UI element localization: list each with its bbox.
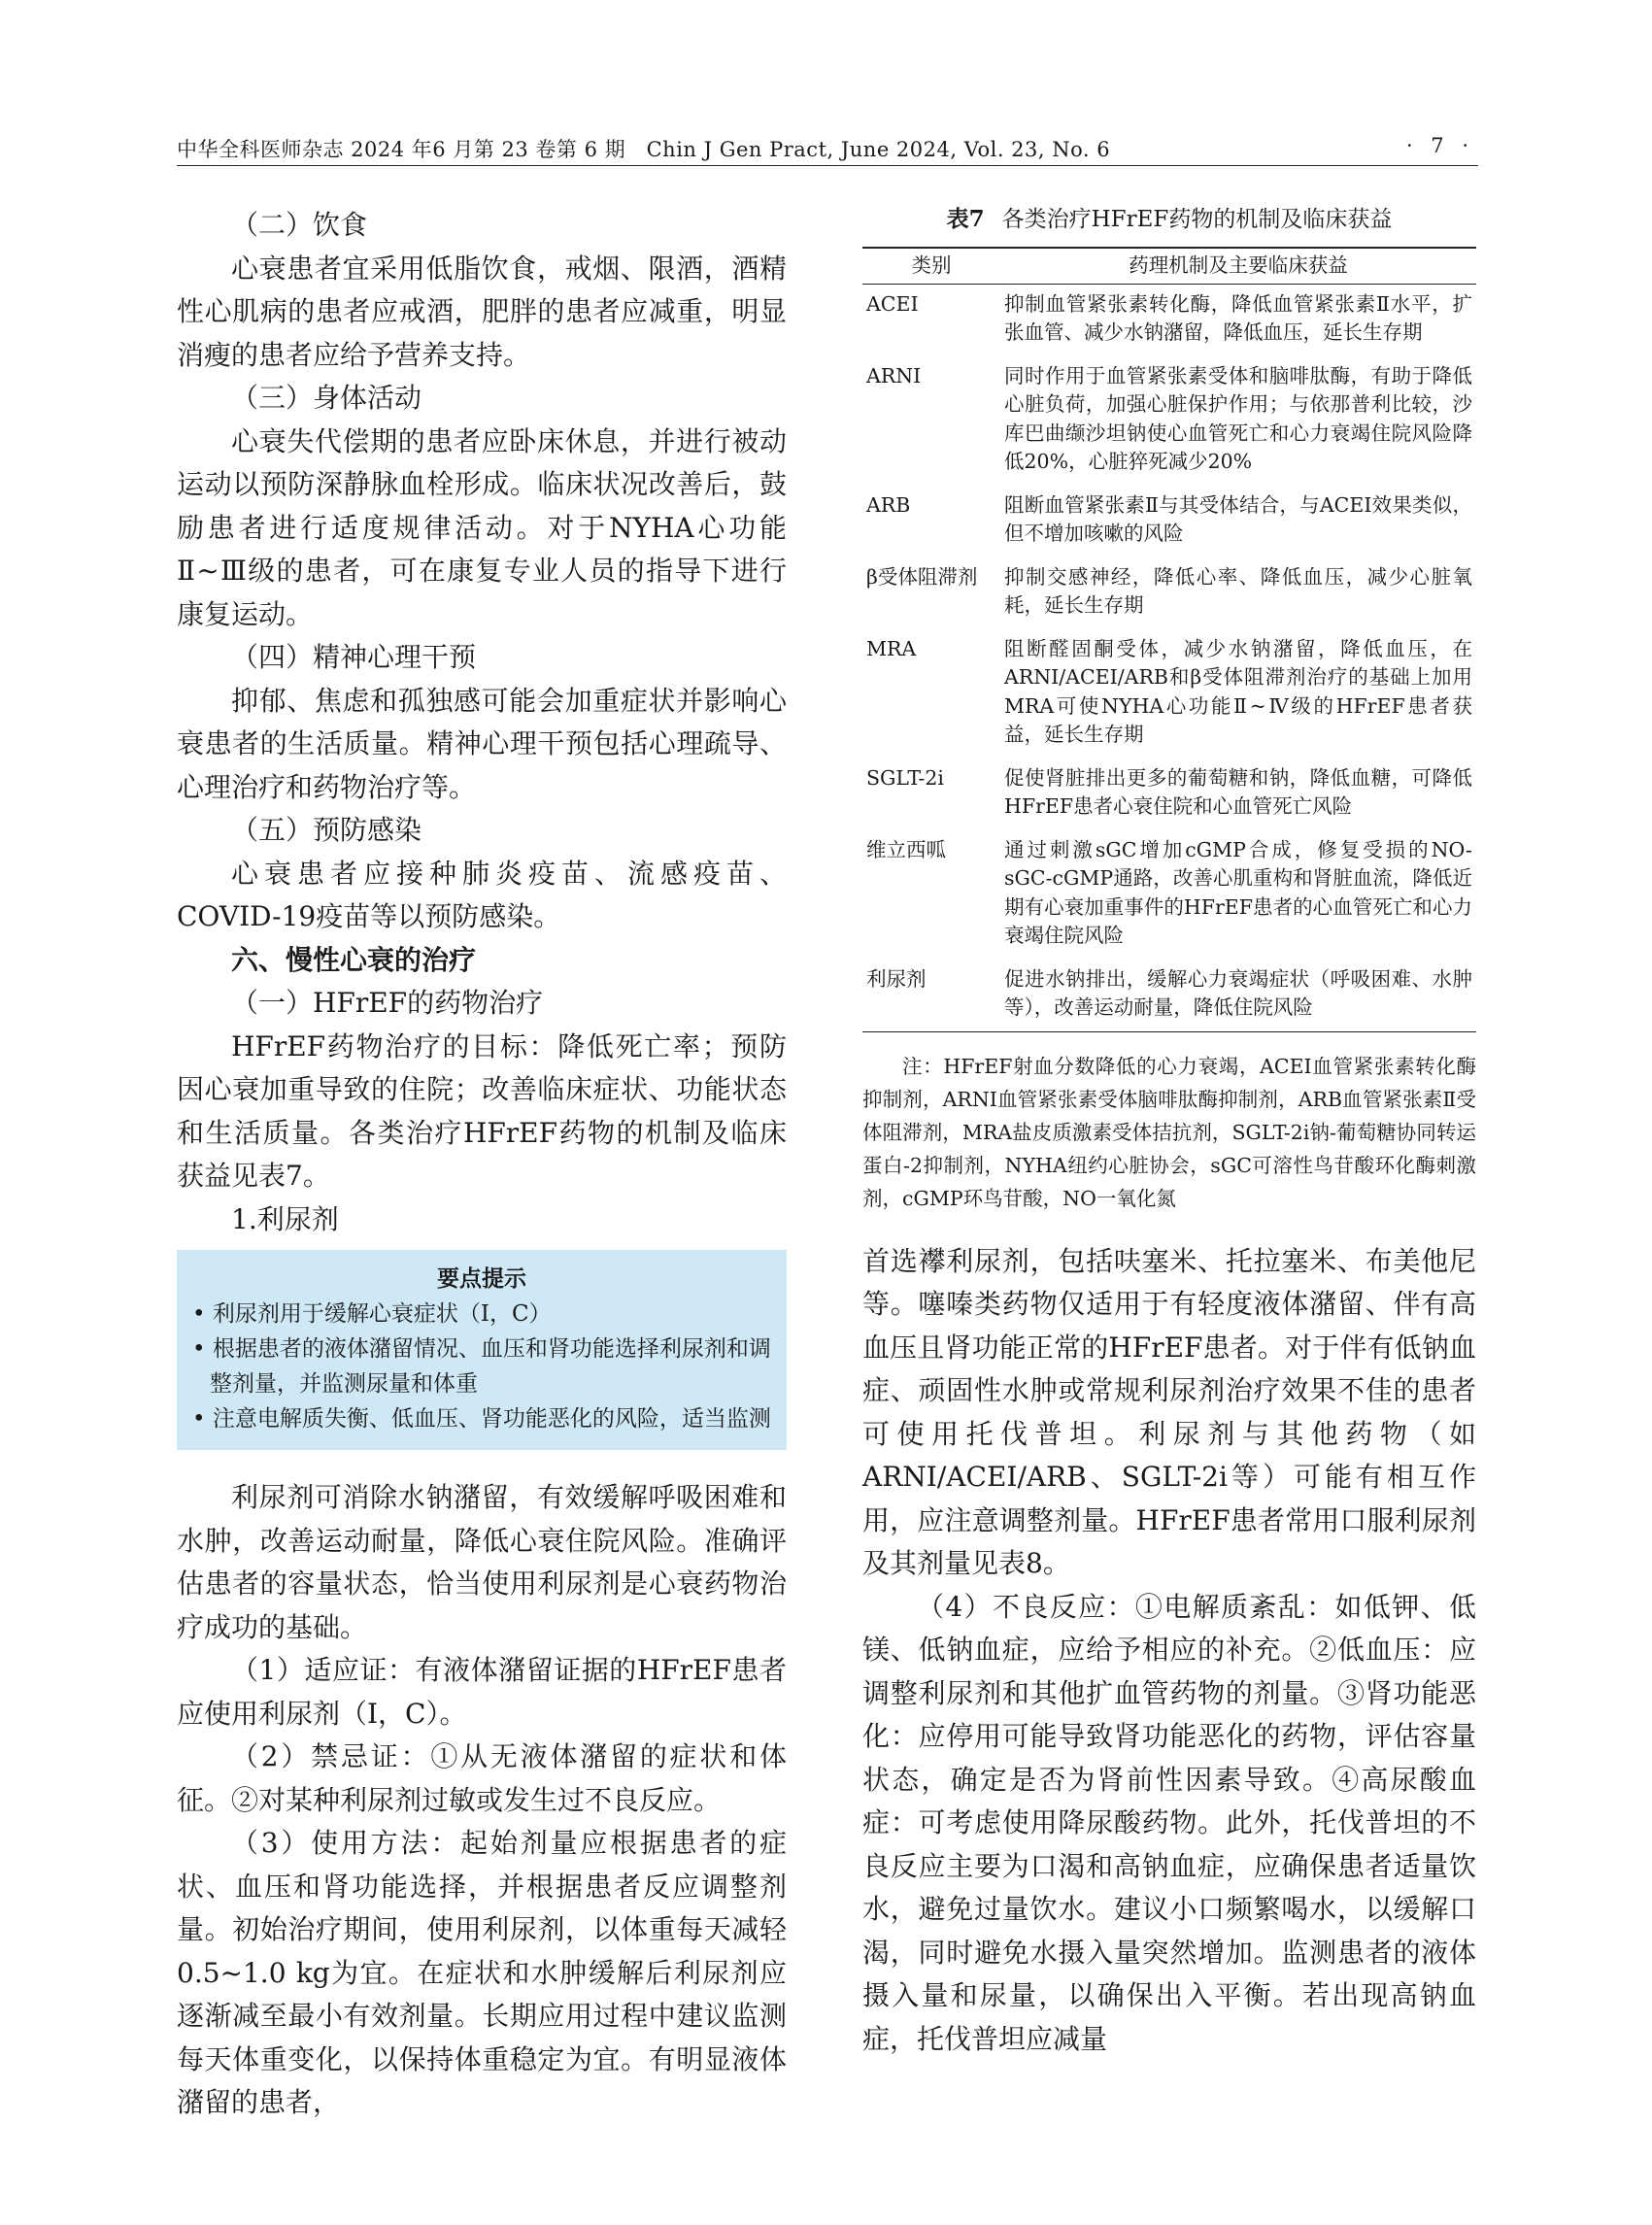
paragraph-infection: 心衰患者应接种肺炎疫苗、流感疫苗、COVID-19疫苗等以预防感染。 xyxy=(177,857,787,932)
key-points-title: 要点提示 xyxy=(437,1265,526,1292)
table-header-row xyxy=(862,248,1476,284)
key-point-item: • 注意电解质失衡、低血压、肾功能恶化的风险，适当监测 xyxy=(192,1406,771,1432)
table-row xyxy=(862,629,1476,759)
heading-diet: （二）饮食 xyxy=(231,209,368,241)
table-caption: 各类治疗HFrEF药物的机制及临床获益 xyxy=(1001,207,1393,232)
drug-category: ACEI xyxy=(866,291,919,316)
paragraph-usage: （3）使用方法：起始剂量应根据患者的症状、血压和肾功能选择，并根据患者反应调整剂量。初始治疗期间，使用利尿剂，以体重每天减轻0.5~1.0 kg为宜。在症状和水肿缓解后利尿剂应逐渐减至最小有效剂量。长期应用过程中建议监测每天体重变化，以保持体重稳定为宜。有明显液体潴留的患者， xyxy=(177,1827,787,2118)
paragraph-indications: （1）适应证：有液体潴留证据的HFrEF患者应使用利尿剂（Ⅰ，C）。 xyxy=(177,1654,787,1730)
drug-category: ARB xyxy=(866,492,911,517)
drug-description: 阻断醛固酮受体，减少水钠潴留，降低血压，在ARNI/ACEI/ARB和β受体阻滞剂治疗的基础上加用MRA可使NYHA心功能Ⅱ~Ⅳ级的HFrEF患者获益，延长生存期 xyxy=(1004,636,1472,746)
drug-category: 利尿剂 xyxy=(862,960,1000,1032)
drug-description: 阻断血管紧张素Ⅱ与其受体结合，与ACEI效果类似，但不增加咳嗽的风险 xyxy=(1004,492,1472,545)
drug-category: ARNI xyxy=(866,363,922,388)
paragraph-diuretic-intro: 利尿剂可消除水钠潴留，有效缓解呼吸困难和水肿，改善运动耐量，降低心衰住院风险。准确评估患者的容量状态，恰当使用利尿剂是心衰药物治疗成功的基础。 xyxy=(177,1481,787,1643)
drug-category: MRA xyxy=(866,636,917,660)
subheading-hfref-drugs: （一）HFrEF的药物治疗 xyxy=(231,987,544,1019)
drug-description: 促使肾脏排出更多的葡萄糖和钠，降低血糖，可降低HFrEF患者心衰住院和心血管死亡风险 xyxy=(1004,765,1472,818)
paragraph-contraindications: （2）禁忌证：①从无液体潴留的症状和体征。②对某种利尿剂过敏或发生过不良反应。 xyxy=(177,1740,787,1816)
table-label: 表7 xyxy=(946,206,985,232)
drug-category: β受体阻滞剂 xyxy=(866,564,978,589)
header-rule xyxy=(177,165,1478,166)
drug-category: 维立西呱 xyxy=(866,837,946,861)
table-row xyxy=(862,284,1476,356)
column-header-category: 类别 xyxy=(862,248,1000,284)
table-row xyxy=(862,759,1476,830)
table-row xyxy=(862,557,1476,629)
table-row xyxy=(862,830,1476,960)
paragraph-diet: 心衰患者宜采用低脂饮食，戒烟、限酒，酒精性心肌病的患者应戒酒，肥胖的患者应减重，明显消瘦的患者应给予营养支持。 xyxy=(177,252,787,371)
drug-mechanism-table xyxy=(862,247,1476,1032)
drug-description: 同时作用于血管紧张素受体和脑啡肽酶，有助于降低心脏负荷，加强心脏保护作用；与依那普利比较，沙库巴曲缬沙坦钠使心血管死亡和心力衰竭住院风险降低20%，心脏猝死减少20% xyxy=(1004,363,1472,473)
drug-description: 抑制血管紧张素转化酶，降低血管紧张素Ⅱ水平，扩张血管、减少水钠潴留，降低血压，延长生存期 xyxy=(1004,291,1472,344)
drug-description: 促进水钠排出，缓解心力衰竭症状（呼吸困难、水肿等），改善运动耐量，降低住院风险 xyxy=(1000,960,1476,1032)
paragraph-psych: 抑郁、焦虑和孤独感可能会加重症状并影响心衰患者的生活质量。精神心理干预包括心理疏导、心理治疗和药物治疗等。 xyxy=(177,684,787,803)
section-heading-treatment: 六、慢性心衰的治疗 xyxy=(231,943,477,976)
drug-description: 抑制交感神经，降低心率、降低血压，减少心脏氧耗，延长生存期 xyxy=(1004,564,1472,617)
journal-citation: 中华全科医师杂志 2024 年6 月第 23 卷第 6 期 Chin J Gen Pract, June 2024, Vol. 23, No. 6 xyxy=(177,138,1111,161)
table-title xyxy=(862,204,1476,235)
drug-description: 通过刺激sGC增加cGMP合成，修复受损的NO-sGC-cGMP通路，改善心肌重构和肾脏血流，降低近期有心衰加重事件的HFrEF患者的心血管死亡和心力衰竭住院风险 xyxy=(1004,837,1472,947)
table-row xyxy=(862,356,1476,486)
key-points-box xyxy=(177,1250,787,1450)
heading-activity: （三）身体活动 xyxy=(231,382,422,414)
key-point-item: • 根据患者的液体潴留情况、血压和肾功能选择利尿剂和调整剂量，并监测尿量和体重 xyxy=(192,1336,771,1397)
heading-diuretic: 1.利尿剂 xyxy=(231,1202,339,1235)
drug-category: SGLT-2i xyxy=(866,765,944,790)
key-point-item: • 利尿剂用于缓解心衰症状（Ⅰ，C） xyxy=(192,1301,552,1327)
left-column xyxy=(177,204,787,2125)
heading-infection: （五）预防感染 xyxy=(231,814,422,846)
right-column xyxy=(862,204,1476,2061)
running-header xyxy=(177,134,1478,167)
paragraph-adverse-reactions: （4）不良反应：①电解质紊乱：如低钾、低镁、低钠血症，应给予相应的补充。②低血压：应调整利尿剂和其他扩血管药物的剂量。③肾功能恶化：应停用可能导致肾功能恶化的药物，评估容量状态，确定是否为肾前性因素导致。④高尿酸血症：可考虑使用降尿酸药物。此外，托伐普坦的不良反应主要为口渴和高钠血症，应确保患者适量饮水，避免过量饮水。建议小口频繁喝水，以缓解口渴，同时避免水摄入量突然增加。监测患者的液体摄入量和尿量，以确保出入平衡。若出现高钠血症，托伐普坦应减量 xyxy=(862,1590,1476,2055)
table-note: 注：HFrEF射血分数降低的心力衰竭，ACEI血管紧张素转化酶抑制剂，ARNI血管紧张素受体脑啡肽酶抑制剂，ARB血管紧张素Ⅱ受体阻滞剂，MRA盐皮质激素受体拮抗剂，SGLT-2i钠-葡萄糖协同转运蛋白-2抑制剂，NYHA纽约心脏协会，sGC可溶性鸟苷酸环化酶刺激剂，cGMP环鸟苷酸，NO一氧化氮 xyxy=(862,1054,1476,1210)
column-header-mechanism: 药理机制及主要临床获益 xyxy=(1000,248,1476,284)
paragraph-diuretic-continued: 首选襻利尿剂，包括呋塞米、托拉塞米、布美他尼等。噻嗪类药物仅适用于有轻度液体潴留、伴有高血压且肾功能正常的HFrEF患者。对于伴有低钠血症、顽固性水肿或常规利尿剂治疗效果不佳的患者可使用托伐普坦。利尿剂与其他药物（如ARNI/ACEI/ARB、SGLT-2i等）可能有相互作用，应注意调整剂量。HFrEF患者常用口服利尿剂及其剂量见表8。 xyxy=(862,1244,1476,1579)
paragraph-goal: HFrEF药物治疗的目标：降低死亡率；预防因心衰加重导致的住院；改善临床症状、功能状态和生活质量。各类治疗HFrEF药物的机制及临床获益见表7。 xyxy=(177,1029,787,1192)
table-row xyxy=(862,486,1476,557)
paragraph-activity: 心衰失代偿期的患者应卧床休息，并进行被动运动以预防深静脉血栓形成。临床状况改善后，鼓励患者进行适度规律活动。对于NYHA心功能Ⅱ~Ⅲ级的患者，可在康复专业人员的指导下进行康复运动。 xyxy=(177,424,787,630)
heading-psych: （四）精神心理干预 xyxy=(231,641,477,673)
page-number: · 7 · xyxy=(1405,134,1474,157)
table-row xyxy=(862,960,1476,1032)
